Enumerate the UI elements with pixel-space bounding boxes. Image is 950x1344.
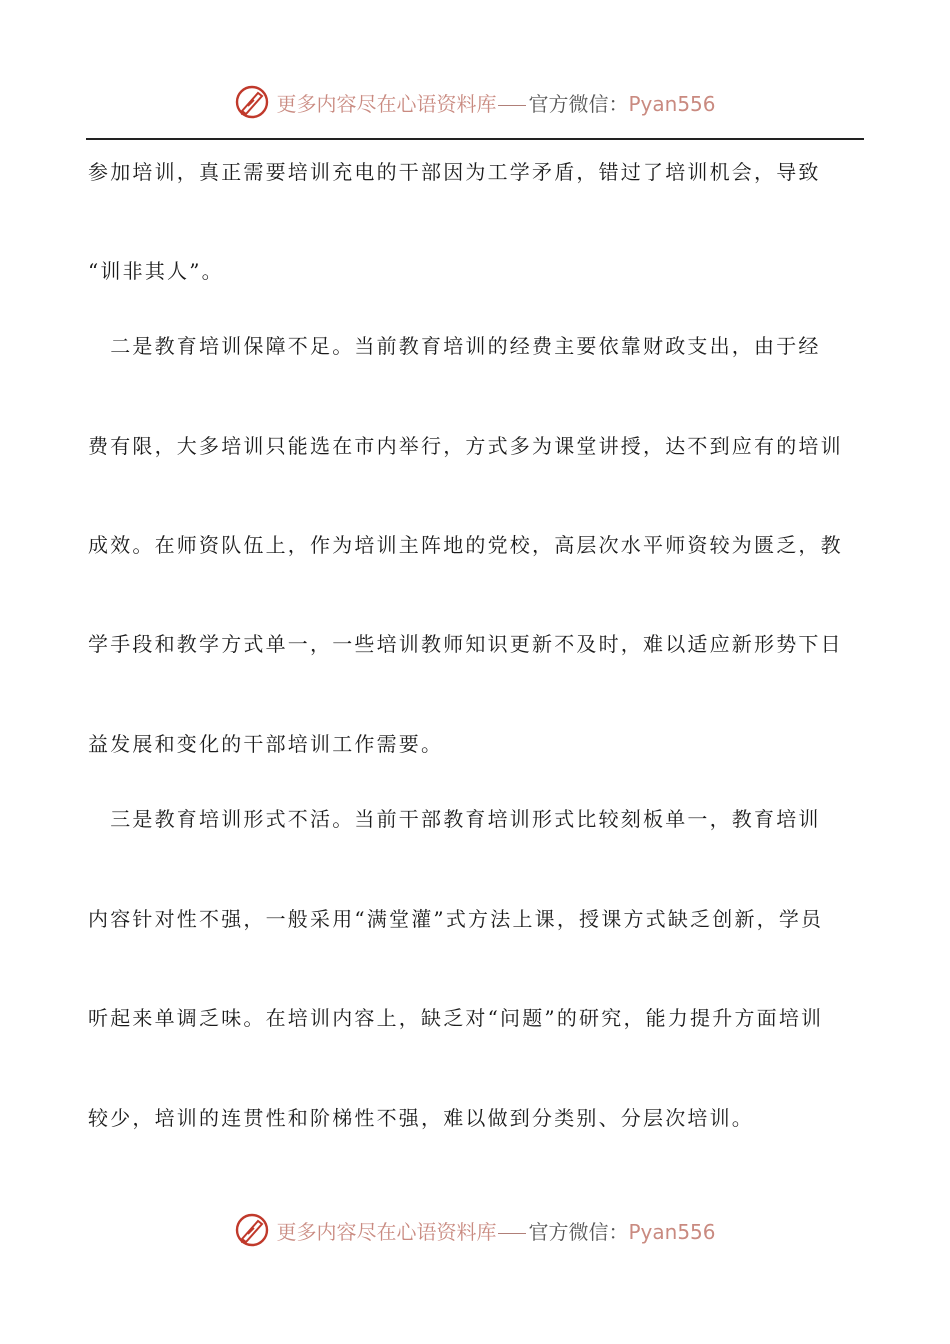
header-wechat-id: Pyan556 [628,91,716,116]
header-wechat-label: 官方微信： [528,91,629,116]
footer-wechat-label: 官方微信： [528,1219,629,1244]
pen-logo-icon [234,1212,270,1248]
header-site-name: 更多内容尽在心语资料库 [276,91,497,116]
body-line-2: “训非其人”。 [88,259,224,283]
body-line-3: 二是教育培训保障不足。当前教育培训的经费主要依靠财政支出，由于经 [88,334,821,358]
header-dash [498,105,526,106]
body-line-10: 听起来单调乏味。在培训内容上，缺乏对“问题”的研究，能力提升方面培训 [88,1006,824,1030]
footer-wechat-id: Pyan556 [628,1219,716,1244]
body-line-8: 三是教育培训形式不活。当前干部教育培训形式比较刻板单一，教育培训 [88,807,821,831]
body-line-7: 益发展和变化的干部培训工作需要。 [88,732,444,756]
footer-banner [0,1208,950,1252]
pen-logo-icon [234,84,270,120]
body-line-9: 内容针对性不强，一般采用“满堂灌”式方法上课，授课方式缺乏创新，学员 [88,907,824,931]
header-text [276,88,715,117]
body-line-1: 参加培训，真正需要培训充电的干部因为工学矛盾，错过了培训机会，导致 [88,160,821,184]
footer-text [276,1216,715,1245]
body-line-5: 成效。在师资队伍上，作为培训主阵地的党校，高层次水平师资较为匮乏，教 [88,533,843,557]
body-line-4: 费有限，大多培训只能选在市内举行，方式多为课堂讲授，达不到应有的培训 [88,434,843,458]
footer-site-name: 更多内容尽在心语资料库 [276,1219,497,1244]
body-line-6: 学手段和教学方式单一，一些培训教师知识更新不及时，难以适应新形势下日 [88,632,843,656]
footer-dash [498,1233,526,1234]
header-rule [86,138,864,140]
header-banner [0,80,950,124]
body-line-11: 较少，培训的连贯性和阶梯性不强，难以做到分类别、分层次培训。 [88,1106,754,1130]
